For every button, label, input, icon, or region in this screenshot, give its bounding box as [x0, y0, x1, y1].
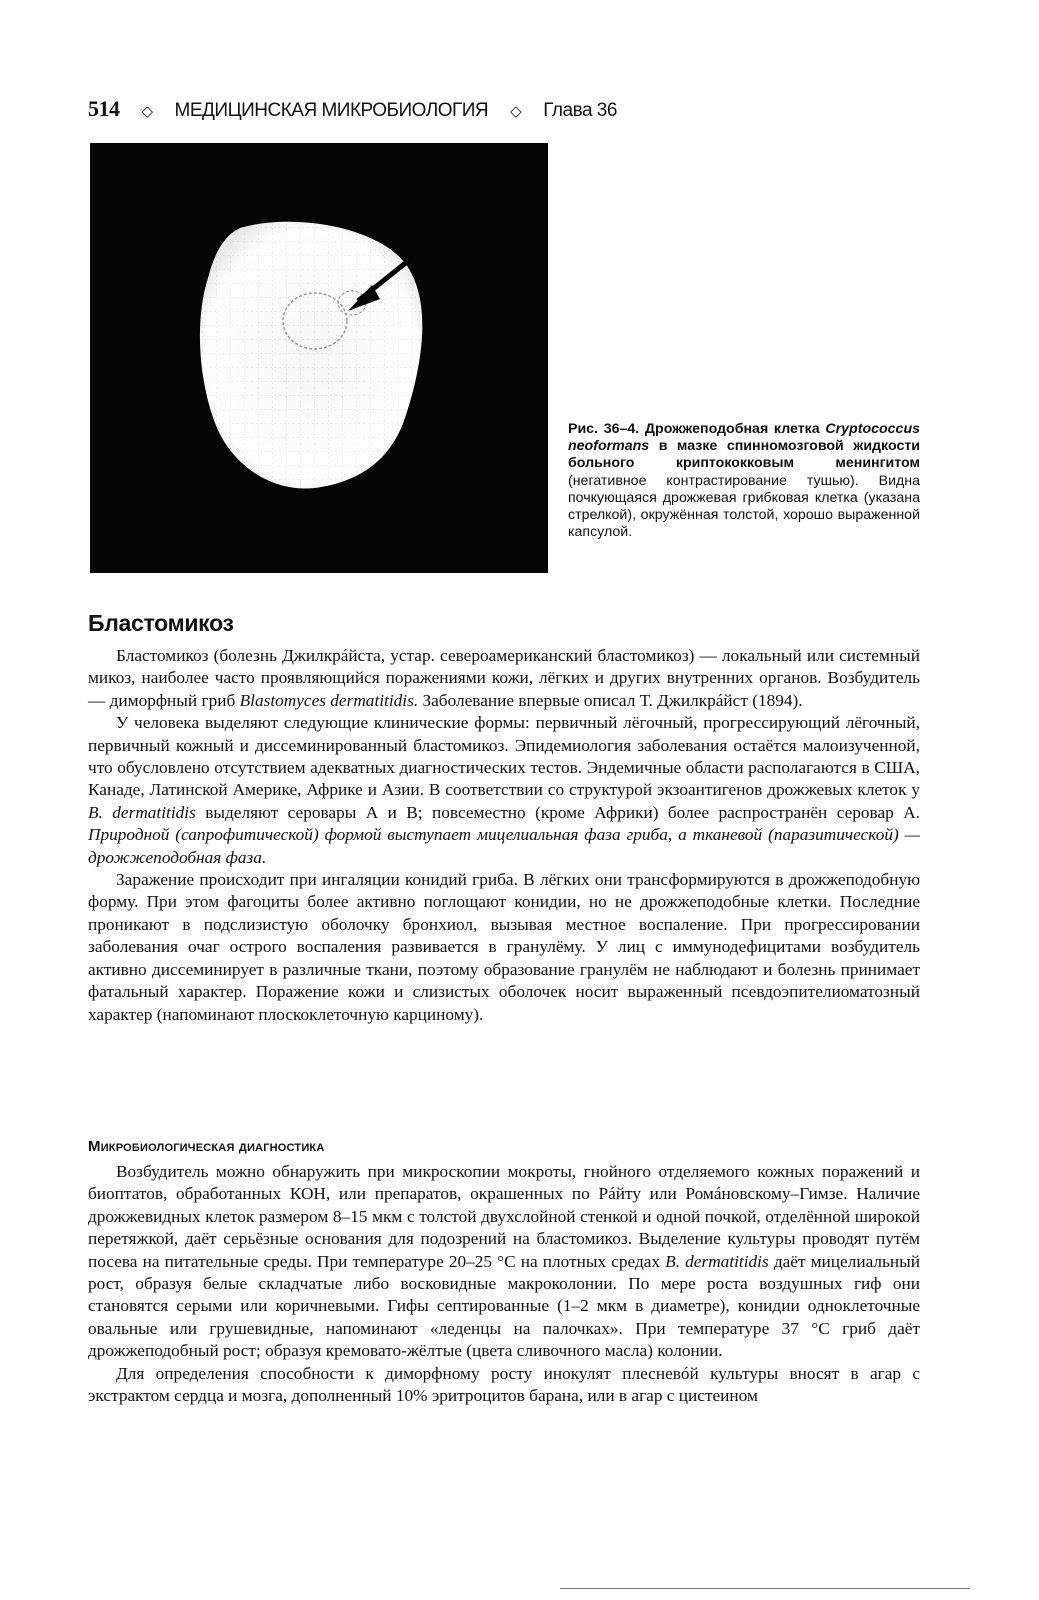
- caption-text: (негативное контрастирование тушью). Видна почкующаяся дрожжевая грибковая клетка (указана стрелкой), окружённая толстой, хорошо выраженной капсулой.: [568, 472, 920, 541]
- section-body: [88, 645, 920, 1026]
- micrograph-image: [90, 143, 548, 573]
- caption-bold-text: в мазке спинномозговой жидкости больного криптококковым менингитом: [568, 438, 920, 472]
- paragraph: У человека выделяют следующие клинические формы: первичный лёгочный, прогрессирующий лёгочный, первичный кожный и диссеминированный бластомикоз. Эпидемиология заболевания остаётся малоизученной, что обусловлено отсутствием адекватных диагностических тестов. Эндемичные области располагаются в США, Канаде, Латинской Америке, Африке и Азии. В соответствии со структурой экзоантигенов дрожжевых клеток у B. dermatitidis выделяют серовары А и В; повсеместно (кроме Африки) более распространён серовар А. Природной (сапрофитической) формой выступает мицелиальная фаза гриба, а тканевой (паразитической) — дрожжеподобная фаза.: [88, 713, 920, 867]
- page-number: 514: [88, 96, 120, 121]
- caption-lead: Рис. 36–4. Дрожжеподобная клетка: [568, 421, 820, 437]
- book-title: МЕДИЦИНСКАЯ МИКРОБИОЛОГИЯ: [174, 100, 489, 121]
- emphasis-text: Природной (сапрофитической) формой выступает мицелиальная фаза гриба, а тканевой (паразитической) — дрожжеподобная фаза.: [88, 825, 920, 867]
- figure-caption: [568, 421, 920, 541]
- species-name: Blastomyces dermatitidis.: [239, 690, 419, 710]
- species-name: B. dermatitidis: [88, 802, 196, 822]
- section-title: Бластомикоз: [88, 610, 234, 636]
- caption-species: Cryptococcus neoformans: [568, 421, 920, 455]
- paragraph: Заражение происходит при ингаляции конидий гриба. В лёгких они трансформируются в дрожжеподобную форму. При этом фагоциты более активно поглощают конидии, но не дрожжеподобные клетки. Последние проникают в подслизистую оболочку бронхиол, вызывая местное воспаление. При прогрессировании заболевания очаг острого воспаления развивается в гранулёму. У лиц с иммунодефицитами возбудитель активно диссеминирует в различные ткани, поэтому образование гранулём не наблюдают и болезнь принимает фатальный характер. Поражение кожи и слизистых оболочек носит выраженный псевдоэпителиоматозный характер (напоминают плоскоклеточную карциному).: [88, 870, 920, 1024]
- subsection-title: Микробиологическая диагностика: [88, 1138, 325, 1155]
- paragraph: Бластомикоз (болезнь Джилкрáйста, устар. североамериканский бластомикоз) — локальный или системный микоз, наиболее часто проявляющийся поражениями кожи, лёгких и других внутренних органов. Возбудитель — диморфный гриб Blastomyces dermatitidis. Заболевание впервые описал Т. Джилкрáйст (1894).: [88, 646, 920, 710]
- species-name: B. dermatitidis: [665, 1251, 769, 1271]
- chapter-label: Глава 36: [543, 100, 617, 121]
- running-header: [88, 96, 948, 122]
- diamond-separator-icon: ◇: [141, 103, 153, 120]
- subsection-body: [88, 1161, 920, 1407]
- paragraph: Для определения способности к диморфному росту инокулят плесневóй культуры вносят в агар с экстрактом сердца и мозга, дополненный 10% эритроцитов барана, или в агар с цистеином: [88, 1363, 920, 1406]
- paragraph: Возбудитель можно обнаружить при микроскопии мокроты, гнойного отделяемого кожных поражений и биоптатов, обработанных КОН, или препаратов, окрашенных по Рáйту или Ромáновскому–Гимзе. Наличие дрожжевидных клеток размером 8–15 мкм с толстой двухслойной стенкой и одной почкой, отделённой широкой перетяжкой, даёт серьёзные основания для подозрений на бластомикоз. Выделение культуры проводят путём посева на питательные среды. При температуре 20–25 °С на плотных средах B. dermatitidis даёт мицелиальный рост, образуя белые складчатые либо восковидные макроколонии. По мере роста воздушных гиф они становятся серыми или коричневыми. Гифы септированные (1–2 мкм в диаметре), конидии одноклеточные овальные или грушевидные, напоминают «леденцы на палочках». При температуре 37 °С гриб даёт дрожжеподобный рост; образуя кремовато-жёлтые (цвета сливочного масла) колонии.: [88, 1162, 921, 1361]
- diamond-separator-icon: ◇: [510, 103, 522, 120]
- divider: [560, 1588, 970, 1589]
